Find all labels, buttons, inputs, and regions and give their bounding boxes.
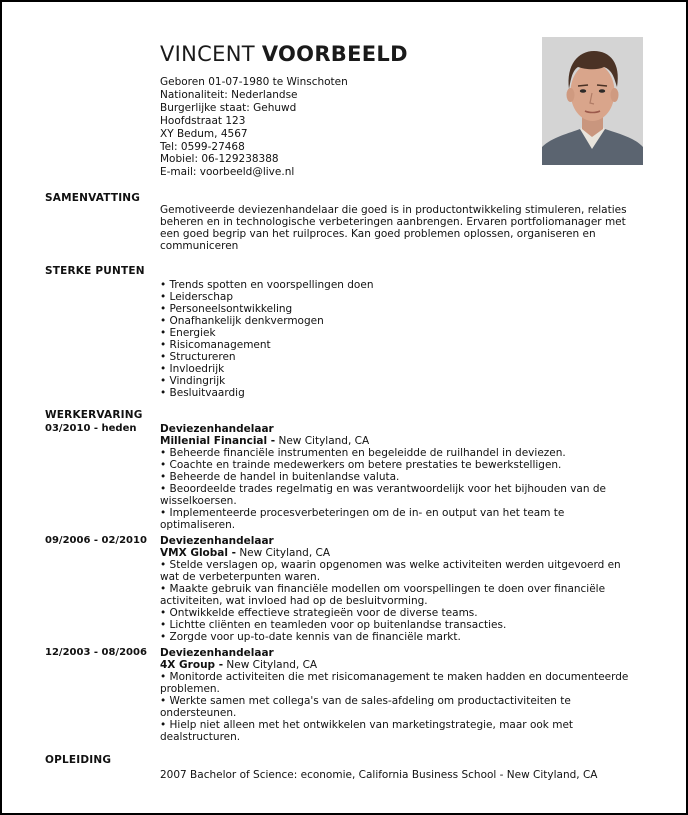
company-name: Millenial Financial - [160, 435, 276, 447]
job-line: wisselkoersen. [160, 495, 237, 507]
job-line: • Hielp niet alleen met het ontwikkelen van marketingstrategie, maar ook met [160, 719, 574, 731]
education-heading: OPLEIDING [45, 754, 112, 766]
job-line: activiteiten, wat invloed had op de besluitvorming. [160, 595, 428, 607]
strength-item: • Structureren [160, 351, 236, 363]
job-line: • Implementeerde procesverbeteringen om de in- en output van het team te [160, 507, 565, 519]
strength-item: • Personeelsontwikkeling [160, 303, 293, 315]
job-dates: 12/2003 - 08/2006 [45, 647, 147, 658]
company-name: VMX Global - [160, 547, 236, 559]
summary-text: Gemotiveerde deviezenhandelaar die goed is in productontwikkeling stimuleren, relaties beheren en in technologische verbeteringen aanbrengen. Ervaren portfoliomanager met een goed begrip van het ruilproces. Kan goed problemen oplossen, organiseren en communiceren [160, 204, 627, 252]
job-title: Deviezenhandelaar [160, 423, 274, 435]
company-location: New Cityland, CA [235, 547, 331, 559]
strengths-list [160, 279, 373, 399]
job-line: • Beheerde financiële instrumenten en begeleidde de ruilhandel in deviezen. [160, 447, 566, 459]
education-text: 2007 Bachelor of Science: economie, California Business School - New Cityland, CA [160, 769, 598, 781]
job-line: • Ontwikkelde effectieve strategieën voor de diverse teams. [160, 607, 478, 619]
city-line: XY Bedum, 4567 [160, 127, 248, 140]
experience-heading: WERKERVARING [45, 409, 143, 421]
email-line: E-mail: voorbeeld@live.nl [160, 166, 295, 179]
strength-item: • Trends spotten en voorspellingen doen [160, 279, 374, 291]
job-line: • Beheerde de handel in buitenlandse valuta. [160, 471, 400, 483]
job-dates: 09/2006 - 02/2010 [45, 535, 147, 546]
job-company-line [160, 547, 645, 559]
job-line: dealstructuren. [160, 731, 241, 743]
job-line: • Werkte samen met collega's van de sales-afdeling om productactiviteiten te [160, 695, 571, 707]
company-location: New Cityland, CA [223, 659, 318, 671]
job-body [160, 647, 645, 743]
strength-item: • Besluitvaardig [160, 387, 245, 399]
last-name: VOORBEELD [261, 42, 408, 66]
company-location: New Cityland, CA [275, 435, 370, 447]
strength-item: • Energiek [160, 327, 216, 339]
company-name: 4X Group - [160, 659, 224, 671]
job-line: wat de verbeterpunten waren. [160, 571, 321, 583]
nationality-line: Nationaliteit: Nederlandse [160, 88, 298, 101]
strength-item: • Leiderschap [160, 291, 234, 303]
mobile-line: Mobiel: 06-129238388 [160, 153, 279, 166]
job-title: Deviezenhandelaar [160, 535, 274, 547]
job-title: Deviezenhandelaar [160, 647, 274, 659]
first-name: VINCENT [160, 42, 255, 66]
strength-item: • Vindingrijk [160, 375, 226, 387]
job-body [160, 535, 645, 643]
contact-details [160, 76, 348, 179]
job-line: problemen. [160, 683, 220, 695]
job-line: • Beoordeelde trades regelmatig en was verantwoordelijk voor het bijhouden van de [160, 483, 606, 495]
job-line: • Monitorde activiteiten die met risicomanagement te maken hadden en documenteerde [160, 671, 629, 683]
strength-item: • Invloedrijk [160, 363, 225, 375]
profile-photo [542, 37, 643, 165]
marital-status-line: Burgerlijke staat: Gehuwd [160, 101, 297, 114]
strengths-heading: STERKE PUNTEN [45, 265, 145, 277]
birth-line: Geboren 01-07-1980 te Winschoten [160, 76, 348, 88]
candidate-name [160, 42, 408, 66]
job-dates: 03/2010 - heden [45, 423, 137, 434]
phone-line: Tel: 0599-27468 [160, 140, 245, 153]
job-company-line [160, 435, 645, 447]
job-line: • Lichtte cliënten en teamleden voor op buitenlandse transacties. [160, 619, 507, 631]
summary-heading: SAMENVATTING [45, 192, 141, 204]
job-line: • Coachte en trainde medewerkers om betere prestaties te bewerkstelligen. [160, 459, 562, 471]
street-line: Hoofdstraat 123 [160, 114, 246, 127]
job-body [160, 423, 645, 531]
job-line: • Zorgde voor up-to-date kennis van de financiële markt. [160, 631, 461, 643]
portrait-image [542, 37, 643, 165]
strength-item: • Onafhankelijk denkvermogen [160, 315, 324, 327]
job-line: optimaliseren. [160, 519, 236, 531]
job-line: • Stelde verslagen op, waarin opgenomen was welke activiteiten werden uitgevoerd en [160, 559, 621, 571]
job-company-line [160, 659, 645, 671]
job-line: ondersteunen. [160, 707, 237, 719]
strength-item: • Risicomanagement [160, 339, 271, 351]
job-line: • Maakte gebruik van financiële modellen om voorspellingen te doen over financiële [160, 583, 606, 595]
